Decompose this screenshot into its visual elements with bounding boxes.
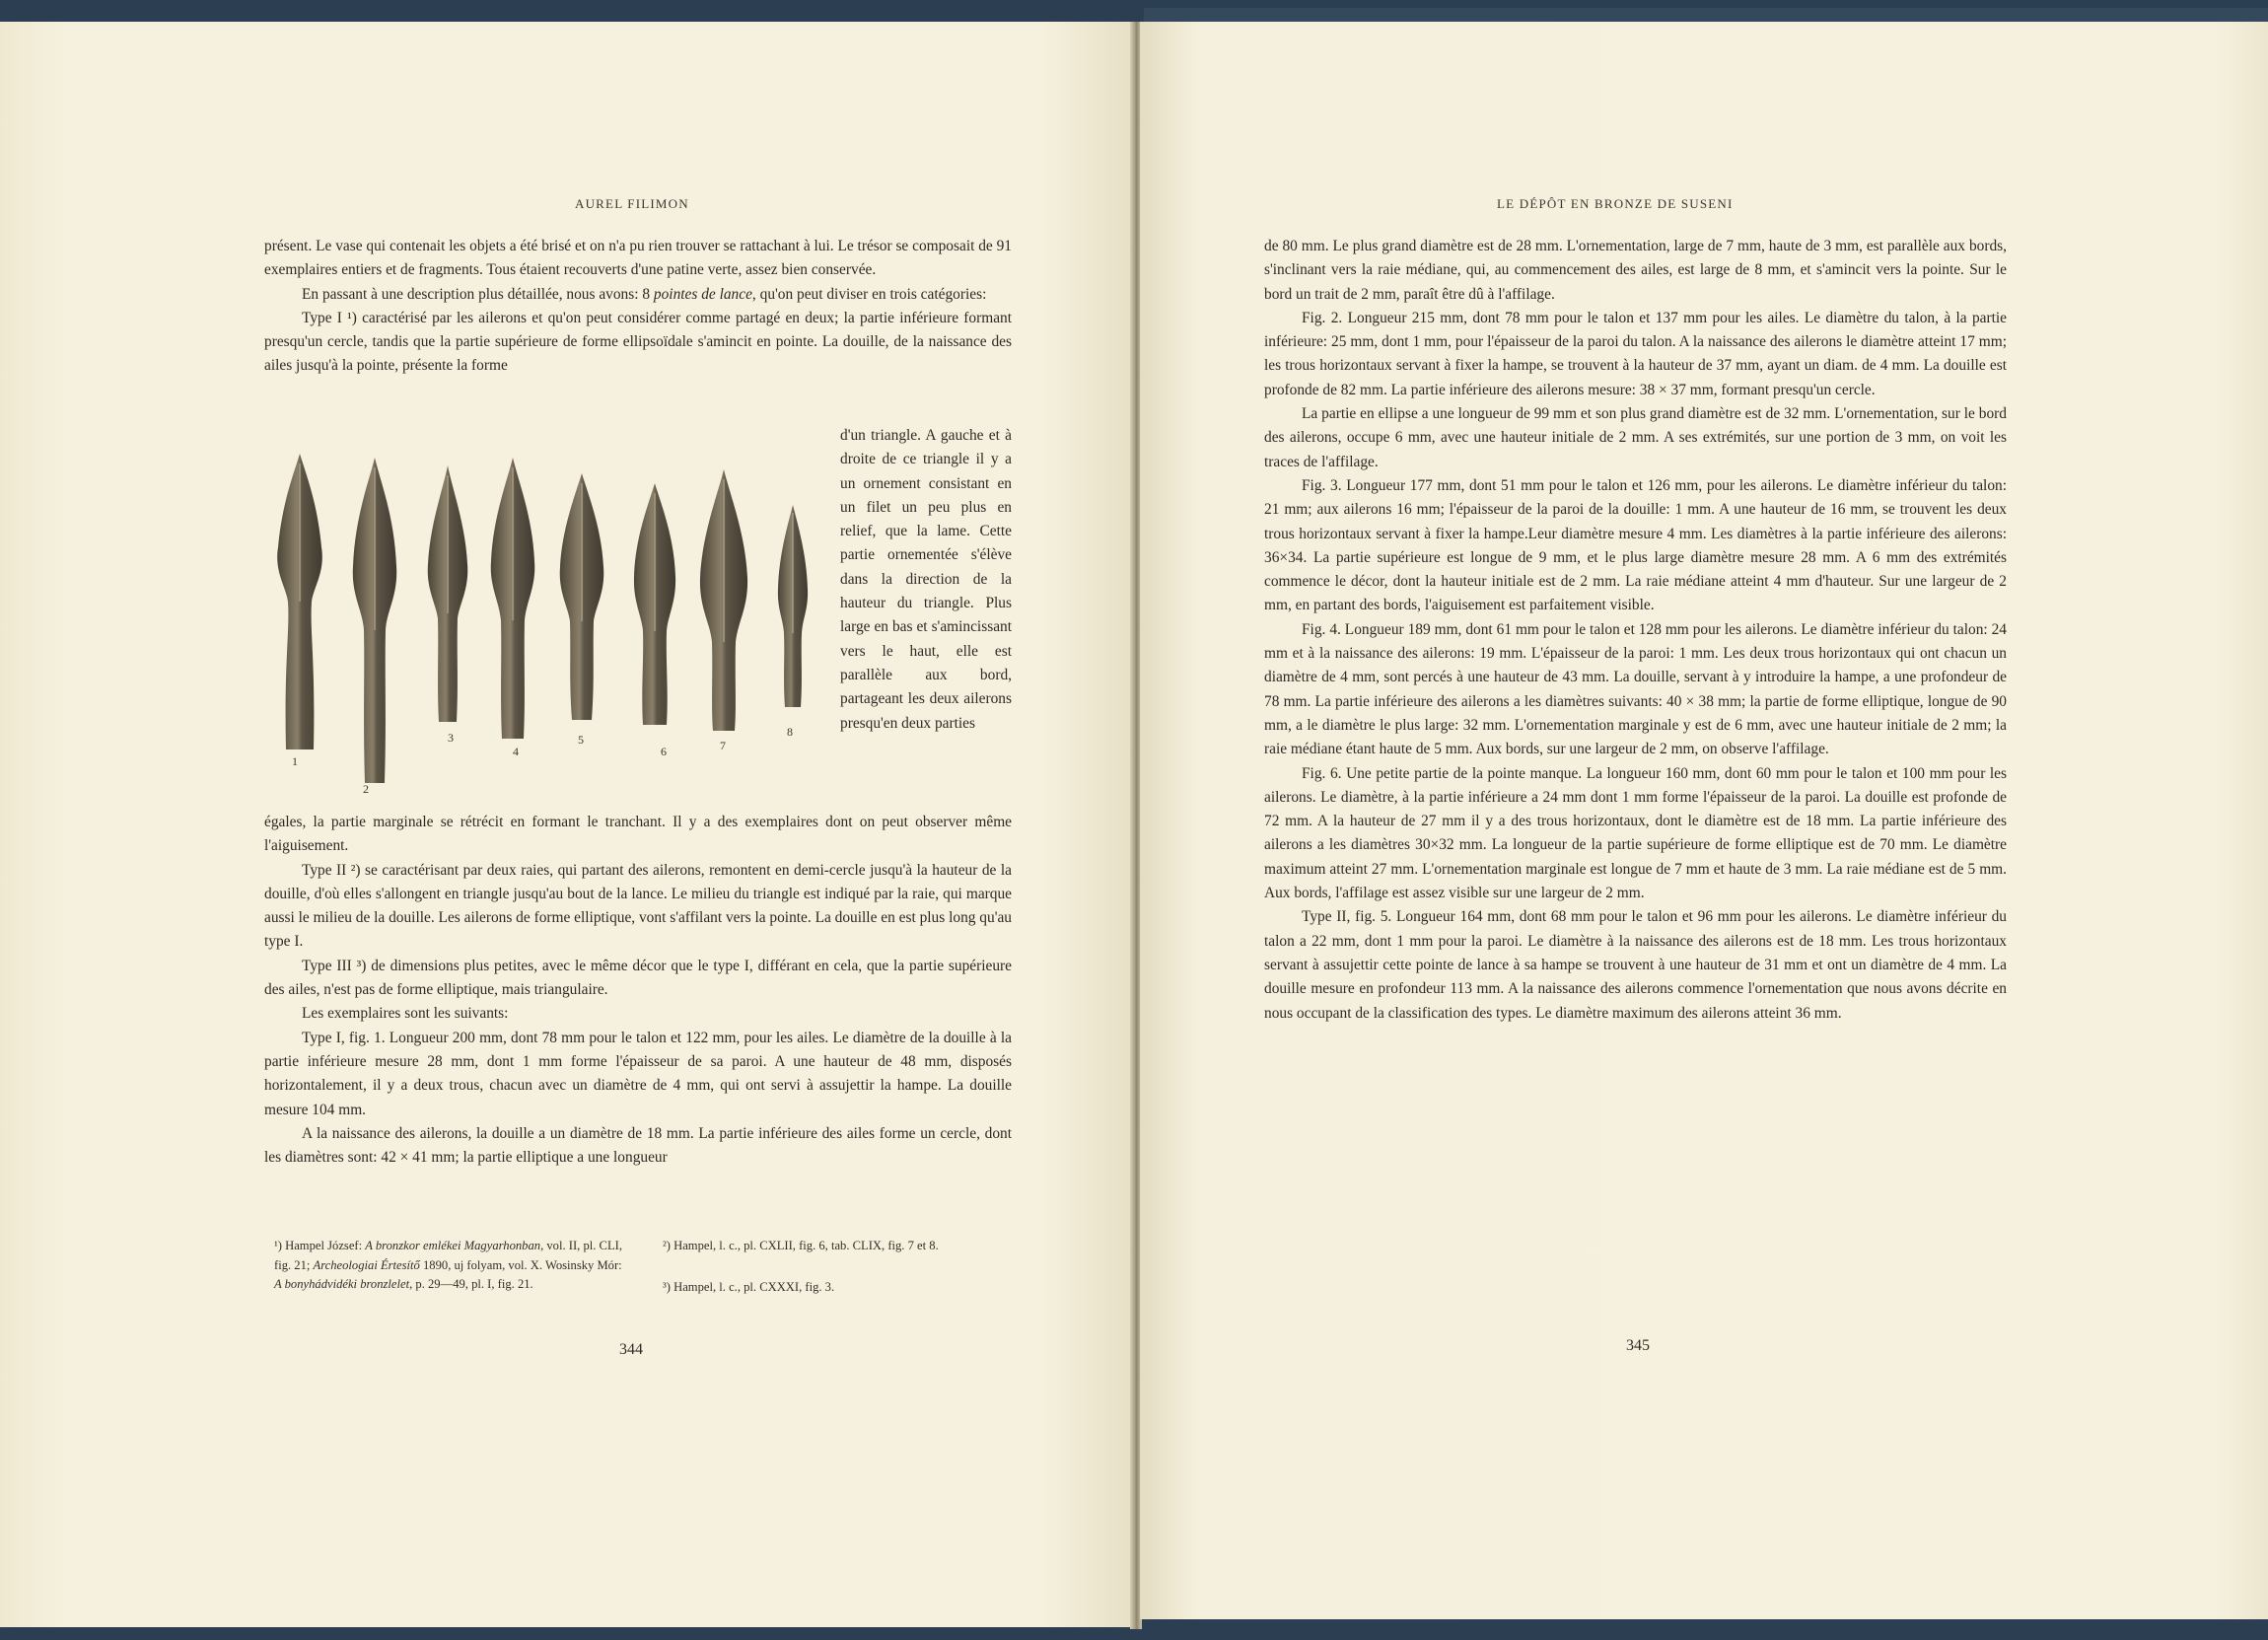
right-text [1264, 235, 2007, 1026]
paragraph: présent. Le vase qui contenait les objets a été brisé et on n'a pu rien trouver se rattachant à lui. Le trésor se composait de 91 exemplaires entiers et de fragments. Tous étaient recouverts d'une patine verte, assez bien conservée. [264, 238, 1012, 279]
lance-4 [491, 458, 535, 739]
figure-label-7: 7 [720, 739, 726, 752]
text-run: , p. 29—49, pl. I, fig. 21. [409, 1277, 533, 1291]
right-page-number: 345 [1626, 1337, 1650, 1354]
figure-label-3: 3 [448, 731, 454, 745]
text-run: 1890, uj folyam, vol. X. Wosinsky Mór: [419, 1257, 622, 1272]
figure-label-1: 1 [292, 754, 298, 768]
text-run: , vol. II, pl. CLI, fig. 21; [274, 1239, 622, 1272]
paragraph: Fig. 6. Une petite partie de la pointe manque. La longueur 160 mm, dont 60 mm pour le talon et 100 mm pour les ailerons. Le diamètre, à la partie inférieure a 24 mm dont 1 mm forme l'épaisseur de la paroi. La douille est profonde de 72 mm. A la hauteur de 27 mm il y a des trous horizontaux, dont le diamètre est de 18 mm. La partie inférieure des ailerons a les diamètres 30×32 mm. La longueur de la partie supérieure de forme elliptique est de 70 mm. Le diamètre maximum atteint 27 mm. L'ornementation marginale est longue de 7 mm et haute de 3 mm. La raie médiane est de 5 mm. Aux bords, l'affilage est assez visible sur une largeur de 2 mm. [1264, 764, 2007, 902]
figure-label-2: 2 [363, 782, 369, 796]
paragraph: Les exemplaires sont les suivants: [302, 1005, 509, 1023]
paragraph: Fig. 4. Longueur 189 mm, dont 61 mm pour le talon et 128 mm pour les ailerons. Le diamètre inférieur du talon: 24 mm et à la naissance des ailerons: 19 mm. L'épaisseur de la paroi: 1 mm. Les deux trous horizontaux qui ont chacun un diamètre de 4 mm, sont percés à une hauteur de 43 mm. La douille, servant à y introduire la hampe, a une profondeur de 78 mm. La partie inférieure des ailerons a les diamètres suivants: 40 × 38 mm; la partie de forme elliptique, longue de 90 mm, a le diamètre le plus large: 32 mm. L'ornementation marginale y est de 6 mm, avec une hauteur initiale de 2 mm; la raie médiane étant haute de 5 mm. Aux bords, sur une largeur de 2 mm, on observe l'affilage. [1264, 620, 2007, 758]
paragraph: Type III ³) de dimensions plus petites, avec le même décor que le type I, différant en cela, que la partie supérieure des ailes, n'est pas de forme elliptique, mais triangulaire. [264, 957, 1012, 999]
footnote-3: ³) Hampel, l. c., pl. CXXXI, fig. 3. [663, 1280, 835, 1294]
left-text-bottom [264, 811, 1012, 1170]
lance-1 [277, 454, 322, 749]
lance-6 [634, 483, 675, 725]
emphasis: A bonyhádvidéki bronzlelet [274, 1277, 410, 1291]
left-text-top [264, 235, 1012, 379]
paragraph: Type II ²) se caractérisant par deux raies, qui partant des ailerons, remontent en demi-cercle jusqu'à la hauteur de la douille, d'où elles s'allongent en triangle jusqu'au bout de la lance. Le milieu du triangle est indiqué par la raie, qui marque aussi le milieu de la douille. Les ailerons de forme elliptique, vont s'affilant vers la pointe. La douille en est plus long qu'au type I. [264, 861, 1012, 951]
figure-label-6: 6 [661, 745, 667, 758]
footnote-2: ²) Hampel, l. c., pl. CXLII, fig. 6, tab. CLIX, fig. 7 et 8. [663, 1239, 939, 1252]
paragraph: Fig. 3. Longueur 177 mm, dont 51 mm pour le talon et 126 mm, pour les ailerons. Le diamètre inférieur du talon: 21 mm; aux ailerons 16 mm; l'épaisseur de la paroi de la douille: 1 mm. A une hauteur de 16 mm, se trouvent les deux trous horizontaux servant à fixer la hampe.Leur diamètre mesure 4 mm. Les diamètres à la partie inférieure des ailerons: 36×34. La partie supérieure est longue de 9 mm, et le plus large diamètre mesure 28 mm. A 6 mm des extrémités commence le décor, dont la hauteur initiale est de 2 mm. La raie médiane atteint 4 mm d'hauteur. Sur une largeur de 2 mm, en partant des bords, l'aiguisement est parfaitement visible. [1264, 476, 2007, 614]
paragraph: La partie en ellipse a une longueur de 99 mm et son plus grand diamètre est de 32 mm. L'ornementation, sur le bord des ailerons, occupe 6 mm, avec une hauteur initiale de 2 mm. A ses extrémités, sur une portion de 3 mm, on voit les traces de l'affilage. [1264, 405, 2007, 470]
paragraph: Type II, fig. 5. Longueur 164 mm, dont 68 mm pour le talon et 96 mm pour les ailerons. Le diamètre inférieur du talon a 22 mm, dont 1 mm pour la paroi. Le diamètre à la naissance des ailerons est de 18 mm. Les trous horizontaux servant à assujettir cette pointe de lance à sa hampe se trouvent à une hauteur de 31 mm et ont un diamètre de 4 mm. La douille mesure en profondeur 113 mm. A la naissance des ailerons commence l'ornementation que nous avons décrite en nous occupant de la classification des types. Le diamètre maximum des ailerons atteint 36 mm. [1264, 908, 2007, 1022]
figure-label-8: 8 [787, 725, 793, 739]
lance-heads-figure [264, 446, 826, 811]
lance-5 [560, 473, 604, 720]
paragraph: Type I, fig. 1. Longueur 200 mm, dont 78 mm pour le talon et 122 mm, pour les ailes. Le diamètre de la douille à la partie inférieure mesure 28 mm, dont 1 mm forme l'épaisseur de sa paroi. A une hauteur de 48 mm, disposés horizontalement, il y a deux trous, chacun avec un diamètre de 4 mm, qui ont servi à assujettir la hampe. La douille mesure 104 mm. [264, 1029, 1012, 1118]
footnote-1 [274, 1237, 629, 1295]
text-run: ¹) Hampel József: [274, 1239, 366, 1252]
right-running-head: LE DÉPÔT EN BRONZE DE SUSENI [1497, 196, 1734, 211]
emphasis: Archeologiai Értesítő [313, 1257, 420, 1272]
paragraph [264, 283, 1012, 307]
lance-3 [428, 465, 468, 722]
left-page-number: 344 [619, 1341, 643, 1358]
text-run: , qu'on peut diviser en trois catégories: [751, 285, 987, 303]
text-run: En passant à une description plus détaillée, nous avons: 8 [302, 285, 654, 303]
lance-7 [700, 469, 747, 731]
left-text-beside-figure: d'un triangle. A gauche et à droite de ce triangle il y a un ornement consistant en un filet un peu plus en relief, que la lame. Cette partie ornementée s'élève dans la direction de la hauteur du triangle. Plus large en bas et s'amincissant vers le haut, elle est parallèle aux bord, partageant les deux ailerons presqu'en deux parties [840, 427, 1012, 732]
emphasis: A bronzkor emlékei Magyarhonban [365, 1239, 541, 1252]
left-running-head: AUREL FILIMON [575, 196, 689, 211]
lance-8 [778, 505, 808, 707]
paragraph: Type I ¹) caractérisé par les ailerons et qu'on peut considérer comme partagé en deux; la partie inférieure formant presqu'un cercle, tandis que la partie supérieure de forme ellipsoïdale s'amincit en pointe. La douille, de la naissance des ailes jusqu'à la pointe, présente la forme [264, 309, 1012, 375]
paragraph: de 80 mm. Le plus grand diamètre est de 28 mm. L'ornementation, large de 7 mm, haute de 3 mm, est parallèle aux bords, s'inclinant vers la raie médiane, qui, au commencement des ailes, est large de 8 mm, et s'amincit vers la pointe. Sur le bord un trait de 2 mm, paraît être dû à l'affilage. [1264, 238, 2007, 303]
paragraph: égales, la partie marginale se rétrécit en formant le tranchant. Il y a des exemplaires dont on peut observer même l'aiguisement. [264, 814, 1012, 855]
figure-label-4: 4 [513, 745, 519, 758]
paragraph: A la naissance des ailerons, la douille a un diamètre de 18 mm. La partie inférieure des ailes forme un cercle, dont les diamètres sont: 42 × 41 mm; la partie elliptique a une longueur [264, 1124, 1012, 1167]
paragraph: Fig. 2. Longueur 215 mm, dont 78 mm pour le talon et 137 mm pour les ailes. Le diamètre du talon, à la partie inférieure: 25 mm, dont 1 mm, pour l'épaisseur de la paroi du talon. A la naissance des ailerons le diamètre atteint 17 mm; les trous horizontaux servant à fixer la hampe, se trouvent à la hauteur de 37 mm, ayant un diam. de 4 mm. La douille est profonde de 82 mm. La partie inférieure des ailerons mesure: 38 × 37 mm, formant presqu'un cercle. [1264, 309, 2007, 398]
lance-2 [353, 458, 396, 783]
figure-label-5: 5 [578, 733, 584, 747]
emphasis: pointes de lance [653, 285, 752, 303]
